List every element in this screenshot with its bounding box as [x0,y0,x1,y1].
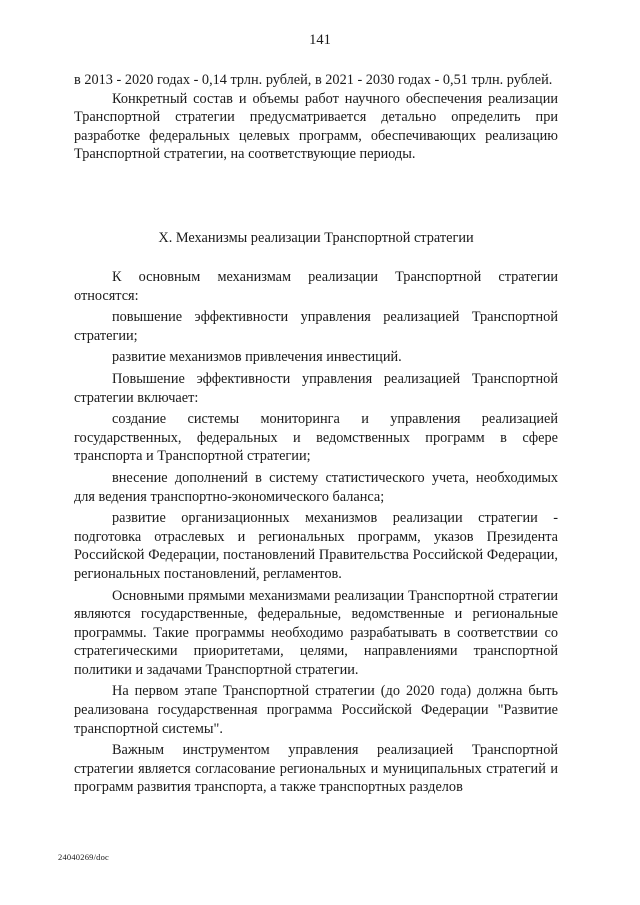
section-body [74,268,558,797]
body-paragraph-7: развитие организационных механизмов реализации стратегии - подготовка отраслевых и региональных программ, указов Президента Российской Федерации, постановлений Правительства Российской Федерации, региональных постановлений, регламентов. [74,510,558,582]
body-paragraph-2: повышение эффективности управления реализацией Транспортной стратегии; [74,309,558,344]
body-paragraph-4: Повышение эффективности управления реализацией Транспортной стратегии включает: [74,370,558,406]
body-paragraph-6: внесение дополнений в систему статистического учета, необходимых для ведения транспортно-экономического баланса; [74,469,558,505]
body-paragraph-9: На первом этапе Транспортной стратегии (до 2020 года) должна быть реализована государственная программа Российской Федерации "Развитие транспортной системы". [74,683,558,737]
intro-paragraph-2: Конкретный состав и объемы работ научного обеспечения реализации Транспортной стратегии предусматривается детально определить при разработке федеральных целевых программ, обеспечивающих реализацию Транспортной стратегии, на соответствующие периоды. [74,90,558,163]
body-paragraph-8: Основными прямыми механизмами реализации Транспортной стратегии являются государственные, федеральные, ведомственные и региональные программы. Такие программы необходимо разрабатывать в соответствии со стратегическими приоритетами, целями, направлениями транспортной политики и задачами Транспортной стратегии. [74,587,558,678]
body-paragraph-10: Важным инструментом управления реализацией Транспортной стратегии является согласование региональных и муниципальных стратегий и программ развития транспорта, а также транспортных разделов [74,742,558,796]
body-paragraph-1: К основным механизмам реализации Транспортной стратегии относятся: [74,269,558,304]
section-heading: X. Механизмы реализации Транспортной стратегии [158,230,474,246]
page-number: 141 [309,32,331,48]
document-code: 24040269/doc [58,852,110,862]
intro-block [74,71,558,164]
body-paragraph-5: создание системы мониторинга и управления реализацией государственных, федеральных и ведомственных программ в сфере транспорта и Транспортной стратегии; [74,411,558,465]
body-paragraph-3: развитие механизмов привлечения инвестиций. [112,349,402,366]
intro-paragraph-1: в 2013 - 2020 годах - 0,14 трлн. рублей, в 2021 - 2030 годах - 0,51 трлн. рублей. [74,72,553,88]
